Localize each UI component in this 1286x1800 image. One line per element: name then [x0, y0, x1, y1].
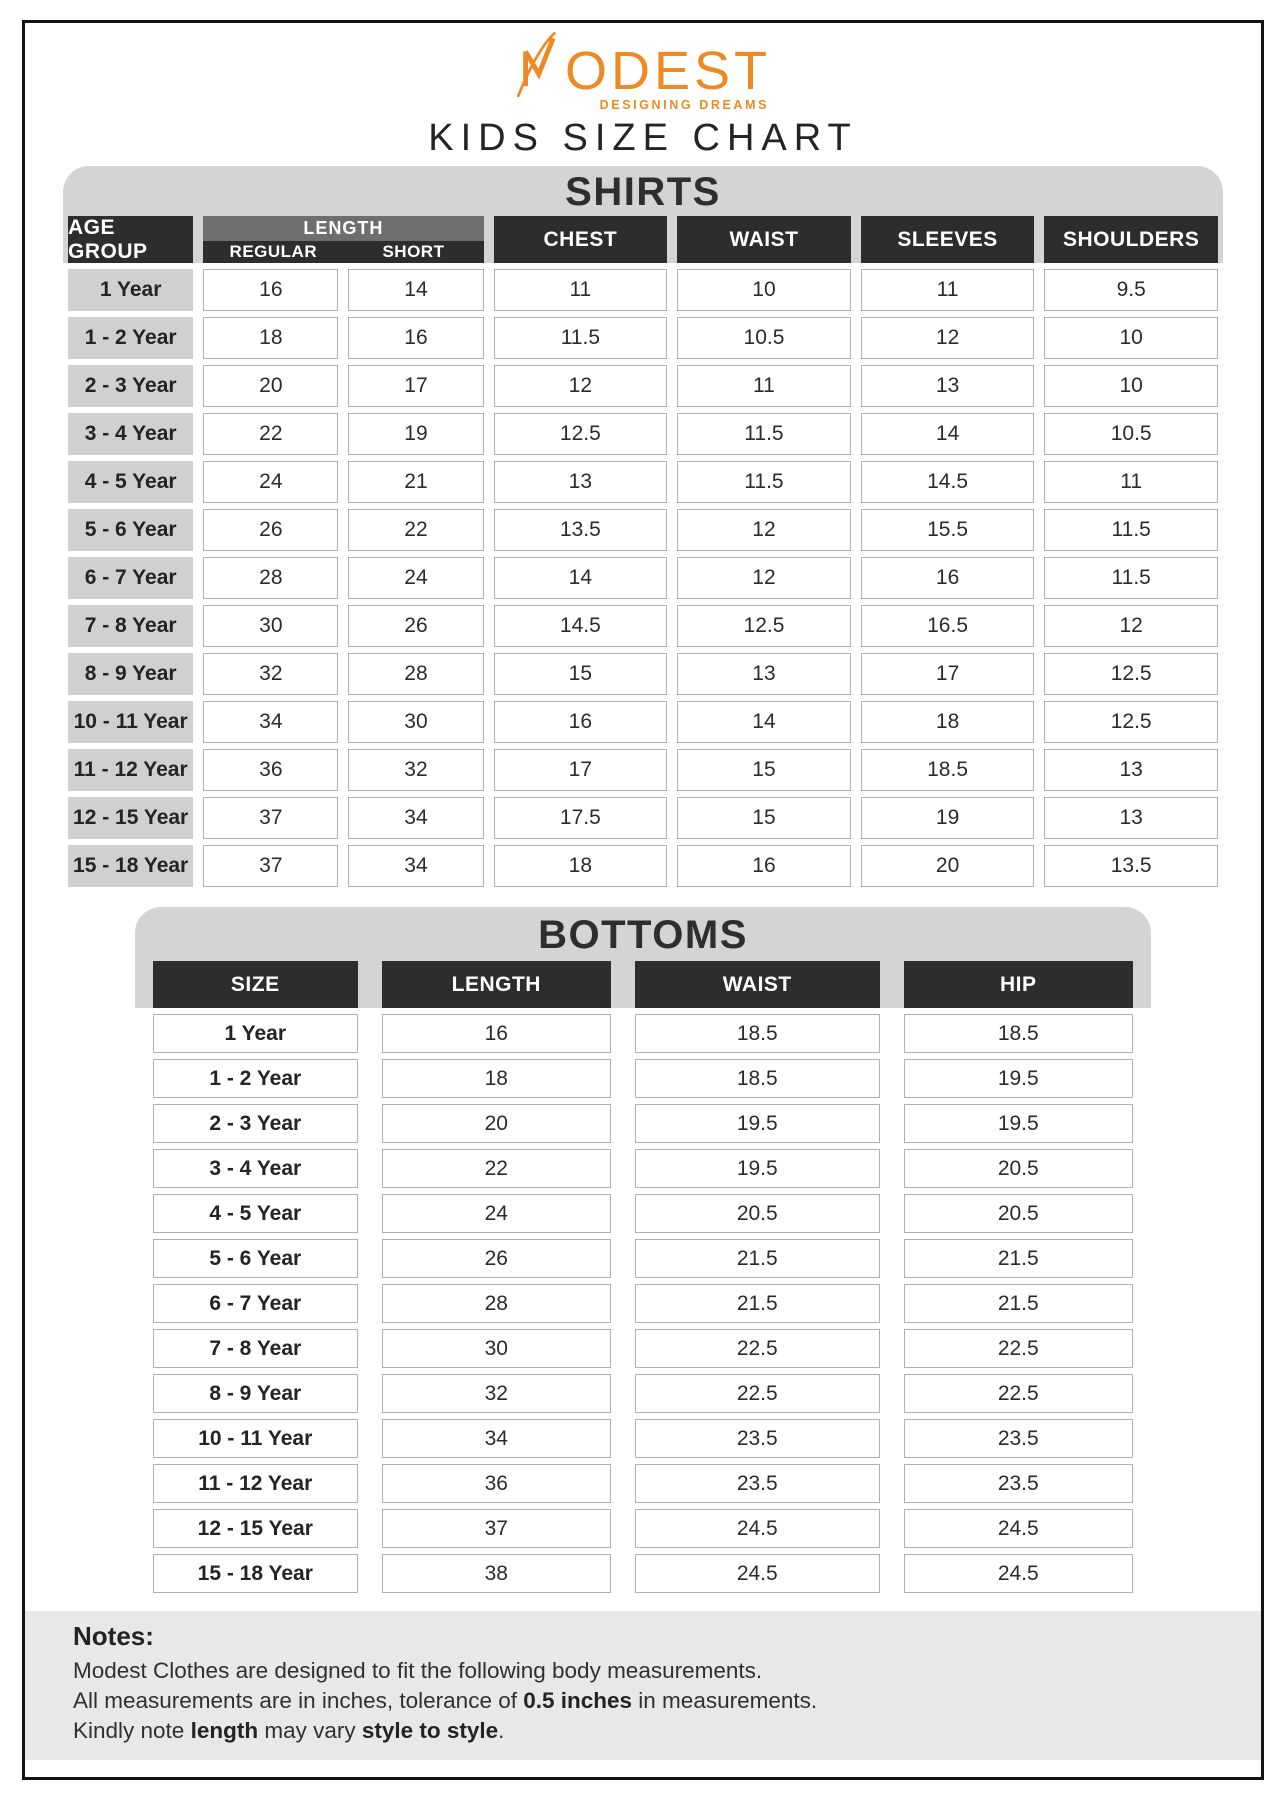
shoulders-cell: 11 [1044, 461, 1218, 503]
short-length-cell: 17 [348, 365, 483, 407]
waist-cell: 11.5 [677, 413, 851, 455]
notes-line-2-tail: in measurements. [632, 1688, 818, 1713]
size-cell: 4 - 5 Year [153, 1194, 358, 1233]
age-group-cell: 6 - 7 Year [68, 557, 193, 599]
shirts-table-row [68, 653, 1218, 695]
shoulders-cell: 12 [1044, 605, 1218, 647]
length-cell: 30 [382, 1329, 611, 1368]
bottoms-table-body [153, 1014, 1133, 1593]
short-length-cell: 34 [348, 797, 483, 839]
hip-cell: 20.5 [904, 1149, 1134, 1188]
shirts-header-sleeves: SLEEVES [861, 216, 1035, 263]
bottoms-table-row [153, 1419, 1133, 1458]
bottoms-table-row [153, 1239, 1133, 1278]
sleeves-cell: 13 [861, 365, 1035, 407]
notes-line-2 [73, 1686, 1231, 1716]
short-length-cell: 16 [348, 317, 483, 359]
regular-length-cell: 37 [203, 845, 338, 887]
bottoms-table-row [153, 1194, 1133, 1233]
size-cell: 3 - 4 Year [153, 1149, 358, 1188]
chest-cell: 13.5 [494, 509, 668, 551]
length-cell: 38 [382, 1554, 611, 1593]
shoulders-cell: 13.5 [1044, 845, 1218, 887]
length-cell: 28 [382, 1284, 611, 1323]
waist-cell: 12.5 [677, 605, 851, 647]
regular-length-cell: 34 [203, 701, 338, 743]
chest-cell: 12.5 [494, 413, 668, 455]
age-group-cell: 3 - 4 Year [68, 413, 193, 455]
size-cell: 7 - 8 Year [153, 1329, 358, 1368]
sleeves-cell: 18.5 [861, 749, 1035, 791]
age-group-cell: 15 - 18 Year [68, 845, 193, 887]
length-cell: 26 [382, 1239, 611, 1278]
hip-cell: 22.5 [904, 1374, 1134, 1413]
logo-lockup [515, 31, 771, 112]
brand-logo [25, 31, 1261, 114]
age-group-cell: 10 - 11 Year [68, 701, 193, 743]
bottoms-section [135, 907, 1151, 1593]
chest-cell: 18 [494, 845, 668, 887]
hip-cell: 19.5 [904, 1059, 1134, 1098]
sleeves-cell: 19 [861, 797, 1035, 839]
shirts-header-short: SHORT [382, 242, 445, 261]
size-cell: 2 - 3 Year [153, 1104, 358, 1143]
short-length-cell: 14 [348, 269, 483, 311]
length-cell: 32 [382, 1374, 611, 1413]
shirts-table-row [68, 701, 1218, 743]
notes-line-3-tail: . [498, 1718, 505, 1743]
hip-cell: 21.5 [904, 1284, 1134, 1323]
shoulders-cell: 13 [1044, 797, 1218, 839]
short-length-cell: 21 [348, 461, 483, 503]
waist-cell: 24.5 [635, 1509, 879, 1548]
shirts-header-row [68, 216, 1218, 263]
regular-length-cell: 26 [203, 509, 338, 551]
short-length-cell: 34 [348, 845, 483, 887]
shirts-header-band [63, 166, 1223, 263]
sleeves-cell: 14.5 [861, 461, 1035, 503]
sleeves-cell: 16 [861, 557, 1035, 599]
bottoms-header-waist: WAIST [635, 961, 879, 1008]
waist-cell: 19.5 [635, 1104, 879, 1143]
shirts-table-row [68, 461, 1218, 503]
bottoms-table-row [153, 1464, 1133, 1503]
shirts-table-body [68, 269, 1218, 887]
hip-cell: 19.5 [904, 1104, 1134, 1143]
notes-line-3 [73, 1716, 1231, 1746]
regular-length-cell: 28 [203, 557, 338, 599]
shirts-header-chest: CHEST [494, 216, 668, 263]
bottoms-table-row [153, 1284, 1133, 1323]
bottoms-table-row [153, 1149, 1133, 1188]
waist-cell: 19.5 [635, 1149, 879, 1188]
notes-heading: Notes: [73, 1621, 154, 1651]
length-cell: 20 [382, 1104, 611, 1143]
chest-cell: 14 [494, 557, 668, 599]
regular-length-cell: 18 [203, 317, 338, 359]
logo-m-icon [515, 31, 565, 97]
size-cell: 1 Year [153, 1014, 358, 1053]
shoulders-cell: 13 [1044, 749, 1218, 791]
bottoms-header-length: LENGTH [382, 961, 611, 1008]
hip-cell: 23.5 [904, 1464, 1134, 1503]
waist-cell: 21.5 [635, 1284, 879, 1323]
bottoms-header-band [135, 907, 1151, 1008]
shoulders-cell: 12.5 [1044, 701, 1218, 743]
size-cell: 10 - 11 Year [153, 1419, 358, 1458]
sleeves-cell: 11 [861, 269, 1035, 311]
length-cell: 36 [382, 1464, 611, 1503]
shirts-header-length-subrow [203, 241, 483, 263]
regular-length-cell: 20 [203, 365, 338, 407]
sleeves-cell: 17 [861, 653, 1035, 695]
page-title: KIDS SIZE CHART [428, 117, 858, 159]
shirts-section [63, 166, 1223, 887]
sleeves-cell: 16.5 [861, 605, 1035, 647]
age-group-cell: 12 - 15 Year [68, 797, 193, 839]
short-length-cell: 26 [348, 605, 483, 647]
shirts-table-row [68, 845, 1218, 887]
waist-cell: 23.5 [635, 1419, 879, 1458]
size-cell: 8 - 9 Year [153, 1374, 358, 1413]
waist-cell: 12 [677, 557, 851, 599]
hip-cell: 23.5 [904, 1419, 1134, 1458]
hip-cell: 24.5 [904, 1509, 1134, 1548]
regular-length-cell: 16 [203, 269, 338, 311]
chest-cell: 17 [494, 749, 668, 791]
sleeves-cell: 12 [861, 317, 1035, 359]
regular-length-cell: 22 [203, 413, 338, 455]
chest-cell: 16 [494, 701, 668, 743]
bottoms-header-size: SIZE [153, 961, 358, 1008]
regular-length-cell: 37 [203, 797, 338, 839]
age-group-cell: 7 - 8 Year [68, 605, 193, 647]
chest-cell: 12 [494, 365, 668, 407]
age-group-cell: 11 - 12 Year [68, 749, 193, 791]
hip-cell: 21.5 [904, 1239, 1134, 1278]
bottoms-header-hip: HIP [904, 961, 1134, 1008]
age-group-cell: 1 Year [68, 269, 193, 311]
chest-cell: 17.5 [494, 797, 668, 839]
waist-cell: 11 [677, 365, 851, 407]
notes-line-3-text: Kindly note [73, 1718, 191, 1743]
hip-cell: 18.5 [904, 1014, 1134, 1053]
bottoms-table-row [153, 1059, 1133, 1098]
length-cell: 24 [382, 1194, 611, 1233]
sleeves-cell: 18 [861, 701, 1035, 743]
sleeves-cell: 20 [861, 845, 1035, 887]
shirts-table-row [68, 749, 1218, 791]
bottoms-table-row [153, 1554, 1133, 1593]
waist-cell: 16 [677, 845, 851, 887]
chest-cell: 14.5 [494, 605, 668, 647]
waist-cell: 15 [677, 797, 851, 839]
bottoms-section-title: BOTTOMS [538, 913, 748, 957]
age-group-cell: 2 - 3 Year [68, 365, 193, 407]
shirts-header-waist: WAIST [677, 216, 851, 263]
shirts-header-shoulders: SHOULDERS [1044, 216, 1218, 263]
page-border-frame [22, 20, 1264, 1780]
length-cell: 22 [382, 1149, 611, 1188]
shirts-table-row [68, 605, 1218, 647]
regular-length-cell: 24 [203, 461, 338, 503]
waist-cell: 22.5 [635, 1329, 879, 1368]
regular-length-cell: 36 [203, 749, 338, 791]
length-cell: 18 [382, 1059, 611, 1098]
bottoms-table-row [153, 1329, 1133, 1368]
shoulders-cell: 12.5 [1044, 653, 1218, 695]
shirts-table-row [68, 797, 1218, 839]
shirts-table-row [68, 557, 1218, 599]
regular-length-cell: 30 [203, 605, 338, 647]
notes-line-2-bold: 0.5 inches [523, 1688, 633, 1713]
age-group-cell: 4 - 5 Year [68, 461, 193, 503]
size-cell: 11 - 12 Year [153, 1464, 358, 1503]
logo-tagline: DESIGNING DREAMS [599, 98, 770, 112]
waist-cell: 13 [677, 653, 851, 695]
chest-cell: 15 [494, 653, 668, 695]
bottoms-table-row [153, 1509, 1133, 1548]
hip-cell: 20.5 [904, 1194, 1134, 1233]
notes-line-3-mid: may vary [258, 1718, 362, 1743]
shirts-header-length-group [203, 216, 483, 263]
shoulders-cell: 10 [1044, 365, 1218, 407]
short-length-cell: 24 [348, 557, 483, 599]
notes-line-1: Modest Clothes are designed to fit the following body measurements. [73, 1658, 763, 1683]
waist-cell: 22.5 [635, 1374, 879, 1413]
chest-cell: 11 [494, 269, 668, 311]
shirts-section-title: SHIRTS [565, 170, 721, 214]
size-cell: 5 - 6 Year [153, 1239, 358, 1278]
waist-cell: 15 [677, 749, 851, 791]
waist-cell: 10.5 [677, 317, 851, 359]
shirts-table-row [68, 413, 1218, 455]
shirts-header-age-group: AGE GROUP [68, 216, 193, 263]
shirts-header-length: LENGTH [203, 216, 483, 241]
chest-cell: 11.5 [494, 317, 668, 359]
shoulders-cell: 11.5 [1044, 509, 1218, 551]
hip-cell: 24.5 [904, 1554, 1134, 1593]
chest-cell: 13 [494, 461, 668, 503]
length-cell: 34 [382, 1419, 611, 1458]
bottoms-table-row [153, 1374, 1133, 1413]
short-length-cell: 19 [348, 413, 483, 455]
waist-cell: 18.5 [635, 1059, 879, 1098]
hip-cell: 22.5 [904, 1329, 1134, 1368]
regular-length-cell: 32 [203, 653, 338, 695]
shoulders-cell: 10.5 [1044, 413, 1218, 455]
shoulders-cell: 10 [1044, 317, 1218, 359]
shirts-table-row [68, 365, 1218, 407]
logo-wordmark [515, 31, 772, 102]
bottoms-header-row [153, 961, 1133, 1008]
short-length-cell: 28 [348, 653, 483, 695]
waist-cell: 10 [677, 269, 851, 311]
age-group-cell: 5 - 6 Year [68, 509, 193, 551]
waist-cell: 11.5 [677, 461, 851, 503]
age-group-cell: 8 - 9 Year [68, 653, 193, 695]
waist-cell: 18.5 [635, 1014, 879, 1053]
shirts-table-row [68, 317, 1218, 359]
size-cell: 15 - 18 Year [153, 1554, 358, 1593]
shirts-table-row [68, 269, 1218, 311]
waist-cell: 14 [677, 701, 851, 743]
waist-cell: 21.5 [635, 1239, 879, 1278]
notes-line-3-bold-length: length [190, 1718, 259, 1743]
shirts-header-regular: REGULAR [229, 242, 318, 261]
logo-text: ODEST [564, 41, 772, 102]
shoulders-cell: 9.5 [1044, 269, 1218, 311]
notes-line-2-text: All measurements are in inches, tolerance of [73, 1688, 524, 1713]
sleeves-cell: 15.5 [861, 509, 1035, 551]
age-group-cell: 1 - 2 Year [68, 317, 193, 359]
sleeves-cell: 14 [861, 413, 1035, 455]
shirts-table-row [68, 509, 1218, 551]
size-cell: 12 - 15 Year [153, 1509, 358, 1548]
waist-cell: 24.5 [635, 1554, 879, 1593]
length-cell: 16 [382, 1014, 611, 1053]
short-length-cell: 22 [348, 509, 483, 551]
notes-line-3-bold-style: style to style [361, 1718, 499, 1743]
notes-panel [25, 1611, 1261, 1760]
short-length-cell: 30 [348, 701, 483, 743]
waist-cell: 12 [677, 509, 851, 551]
short-length-cell: 32 [348, 749, 483, 791]
size-cell: 6 - 7 Year [153, 1284, 358, 1323]
waist-cell: 20.5 [635, 1194, 879, 1233]
bottoms-table-row [153, 1014, 1133, 1053]
size-cell: 1 - 2 Year [153, 1059, 358, 1098]
shoulders-cell: 11.5 [1044, 557, 1218, 599]
length-cell: 37 [382, 1509, 611, 1548]
bottoms-table-row [153, 1104, 1133, 1143]
waist-cell: 23.5 [635, 1464, 879, 1503]
